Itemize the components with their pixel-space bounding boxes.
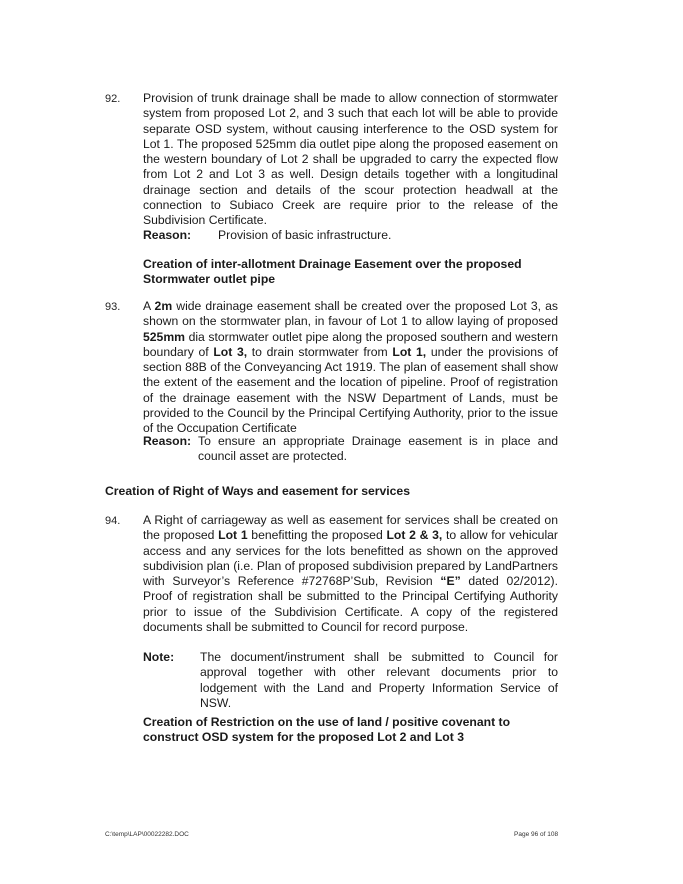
section-heading-right-of-ways: Creation of Right of Ways and easement for services (105, 484, 410, 498)
section-heading-restriction-covenant: Creation of Restriction on the use of land / positive covenant to construct OSD system for the proposed Lot 2 and Lot 3 (143, 715, 511, 745)
item-number-94: 94. (105, 515, 121, 527)
section-heading-drainage-easement: Creation of inter-allotment Drainage Easement over the proposed Stormwater outlet pipe (143, 257, 522, 287)
reason-label-93: Reason: (143, 434, 192, 448)
item-text-94: A Right of carriageway as well as easement for services shall be created on the proposed Lot 1 benefitting the proposed Lot 2 & 3, to allow for vehicular access and any services for the lots benefitted as shown on the approved subdivision plan (i.e. Plan of proposed subdivision prepared by LandPartners with Surveyor’s Reference #72768P’Sub, Revision “E” dated 02/2012). Proof of registration shall be submitted to the Principal Certifying Authority prior to issue of the Subdivision Certificate. A copy of the registered documents shall be submitted to Council for record purpose. (143, 513, 558, 635)
item-text-92: Provision of trunk drainage shall be made to allow connection of stormwater system from proposed Lot 2, and 3 such that each lot will be able to provide separate OSD system, without causing interference to the OSD system for Lot 1. The proposed 525mm dia outlet pipe along the proposed easement on the western boundary of Lot 2 shall be upgraded to carry the expected flow from Lot 2 and Lot 3 as well. Design details together with a longitudinal drainage section and details of the scour protection headwall at the connection to Subiaco Creek are require prior to the release of the Subdivision Certificate. (143, 91, 558, 228)
item-text-93: A 2m wide drainage easement shall be created over the proposed Lot 3, as shown on the stormwater plan, in favour of Lot 1 to allow laying of proposed 525mm dia stormwater outlet pipe along the proposed southern and western boundary of Lot 3, to drain stormwater from Lot 1, under the provisions of section 88B of the Conveyancing Act 1919. The plan of easement shall show the extent of the easement and the location of pipeline. Proof of registration of the drainage easement with the NSW Department of Lands, must be provided to the Council by the Principal Certifying Authority, prior to the issue of the Occupation Certificate (143, 299, 559, 436)
note-label-94: Note: (143, 650, 175, 664)
item-number-93: 93. (105, 301, 121, 313)
footer-page-number: Page 96 of 108 (514, 831, 559, 838)
reason-text-92: Provision of basic infrastructure. (218, 228, 392, 242)
reason-text-93: To ensure an appropriate Drainage easement is in place and council asset are protected. (198, 434, 558, 464)
footer-file-path: C:\temp\LAP\00022282.DOC (105, 831, 189, 838)
reason-label-92: Reason: (143, 228, 192, 242)
item-number-92: 92. (105, 93, 121, 105)
note-text-94: The document/instrument shall be submitted to Council for approval together with other relevant documents prior to lodgement with the Land and Property Information Service of NSW. (200, 650, 558, 710)
